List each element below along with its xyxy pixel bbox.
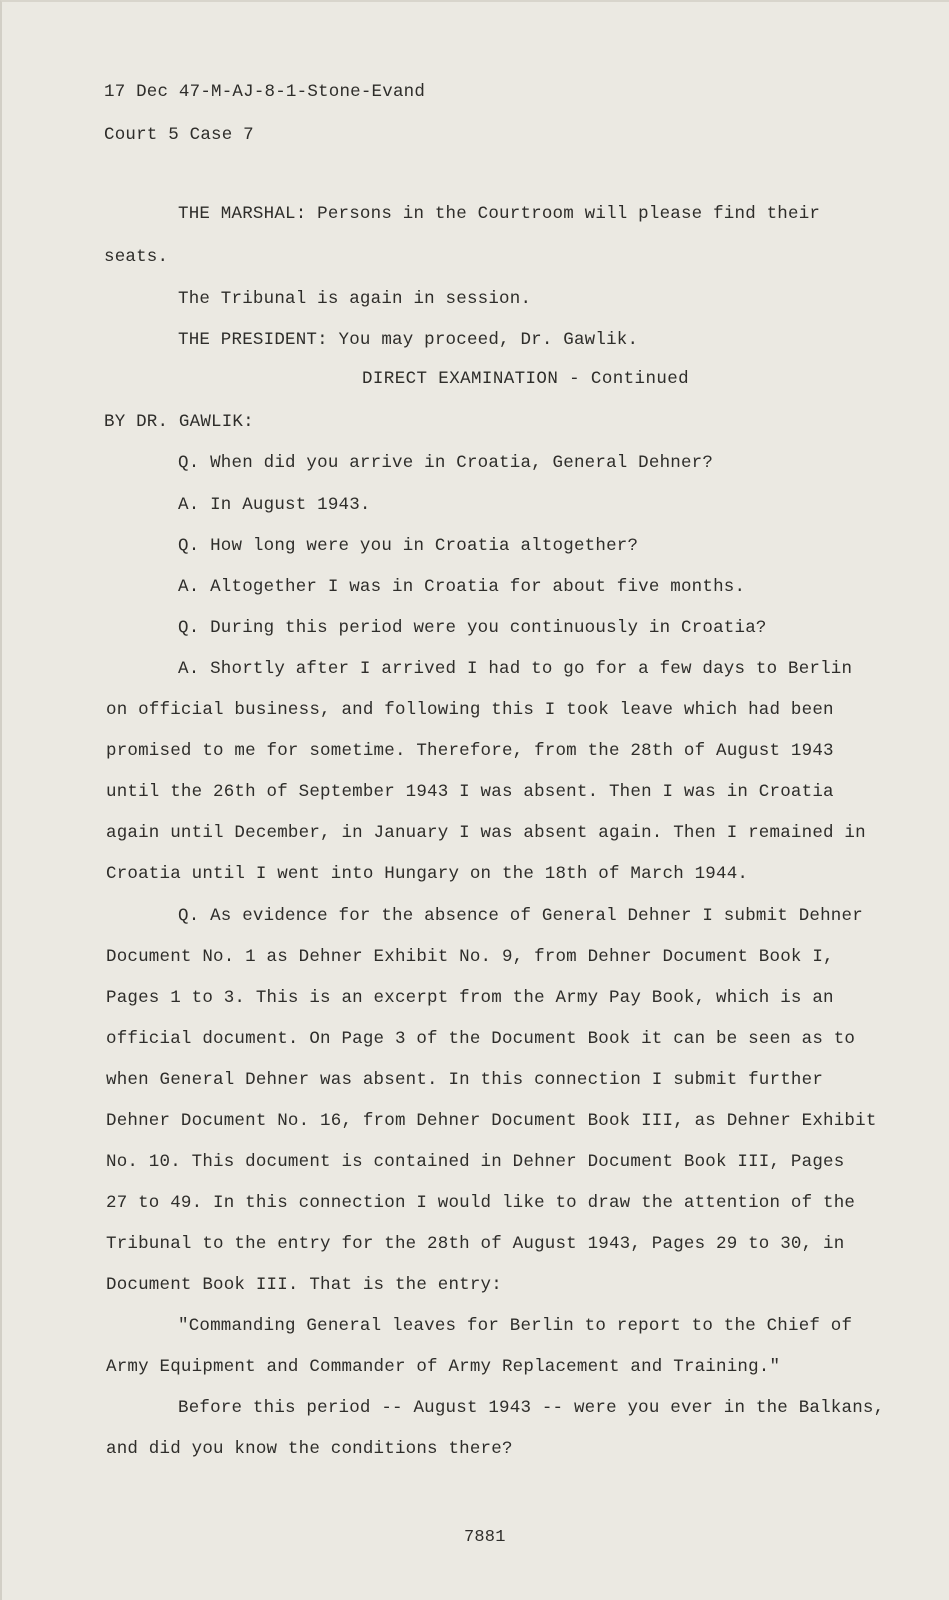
transcript-line: official document. On Page 3 of the Document Book it can be seen as to [106,1029,856,1049]
transcript-line: Pages 1 to 3. This is an excerpt from the Army Pay Book, which is an [106,988,834,1008]
question-line: Before this period -- August 1943 -- were you ever in the Balkans, [178,1398,885,1418]
transcript-line: Croatia until I went into Hungary on the 18th of March 1944. [106,864,749,884]
transcript-line: 27 to 49. In this connection I would like to draw the attention of the [106,1193,856,1213]
transcript-line: Document Book III. That is the entry: [106,1275,502,1295]
answer-line: A. In August 1943. [178,495,371,515]
document-reference-line: 17 Dec 47-M-AJ-8-1-Stone-Evand [104,82,426,102]
transcript-line: THE MARSHAL: Persons in the Courtroom will please find their [178,204,821,224]
transcript-line: again until December, in January I was absent again. Then I remained in [106,823,866,843]
transcript-line: THE PRESIDENT: You may proceed, Dr. Gawlik. [178,330,639,350]
transcript-line: seats. [104,247,169,267]
transcript-line: Tribunal to the entry for the 28th of August 1943, Pages 29 to 30, in [106,1234,845,1254]
answer-line: A. Shortly after I arrived I had to go for a few days to Berlin [178,659,853,679]
examiner-line: BY DR. GAWLIK: [104,412,254,432]
transcript-line: when General Dehner was absent. In this connection I submit further [106,1070,824,1090]
transcript-line: The Tribunal is again in session. [178,289,532,309]
section-heading: DIRECT EXAMINATION - Continued [362,369,690,389]
quoted-entry-line: Army Equipment and Commander of Army Replacement and Training." [106,1357,781,1377]
transcript-line: until the 26th of September 1943 I was absent. Then I was in Croatia [106,782,834,802]
transcript-line: on official business, and following this I took leave which had been [106,700,834,720]
transcript-line: Document No. 1 as Dehner Exhibit No. 9, from Dehner Document Book I, [106,947,834,967]
question-line: Q. During this period were you continuously in Croatia? [178,618,767,638]
question-line: Q. When did you arrive in Croatia, General Dehner? [178,453,714,473]
answer-line: A. Altogether I was in Croatia for about five months. [178,577,746,597]
quoted-entry-line: "Commanding General leaves for Berlin to report to the Chief of [178,1316,853,1336]
page-number: 7881 [464,1528,506,1547]
question-line: Q. As evidence for the absence of General Dehner I submit Dehner [178,906,863,926]
question-line: Q. How long were you in Croatia altogether? [178,536,639,556]
transcript-line: No. 10. This document is contained in Dehner Document Book III, Pages [106,1152,845,1172]
transcript-line: promised to me for sometime. Therefore, from the 28th of August 1943 [106,741,834,761]
transcript-line: Dehner Document No. 16, from Dehner Document Book III, as Dehner Exhibit [106,1111,877,1131]
court-case-line: Court 5 Case 7 [104,125,254,145]
transcript-line: and did you know the conditions there? [106,1439,513,1459]
